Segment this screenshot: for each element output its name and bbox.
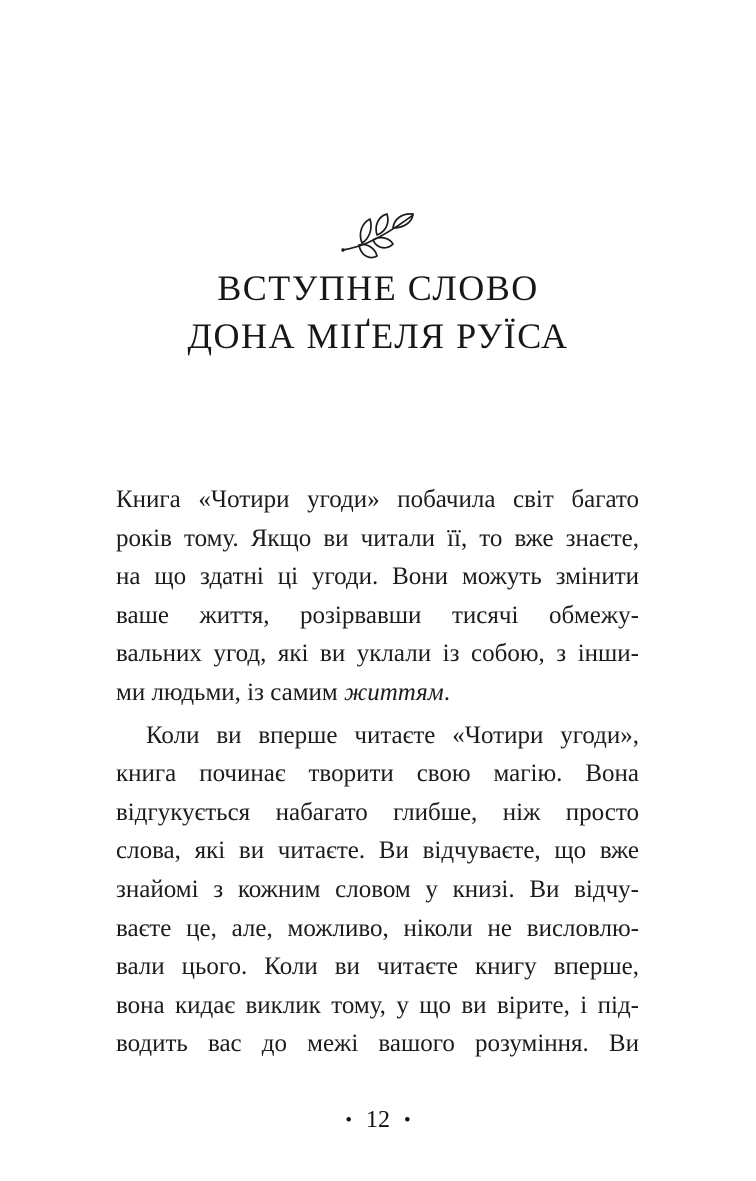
- footer-bullet-right: •: [404, 1109, 411, 1131]
- leaf-branch-icon: [339, 212, 417, 262]
- italic-text: життям: [344, 678, 444, 706]
- text-line: водить вас до межі вашого розуміння. Ви: [116, 1030, 639, 1058]
- text-line: Книга «Чотири угоди» побачила світ багато: [116, 486, 639, 513]
- paragraph-2: [116, 717, 639, 1064]
- page-number: 12: [366, 1107, 390, 1133]
- text-line: [116, 674, 639, 713]
- text-line: книга починає творити свою магію. Вона: [116, 760, 639, 788]
- text-line: ваше життя, розірвавши тисячі обмежу-: [116, 601, 639, 629]
- text-segment: ми людьми, із самим: [116, 678, 344, 706]
- text-line: вальних угод, які ви уклали із собою, з інши-: [116, 640, 639, 668]
- text-line: відгукується набагато глибше, ніж просто: [116, 798, 639, 826]
- body-text: [116, 481, 639, 1064]
- chapter-title: [0, 264, 756, 360]
- text-line: років тому. Якщо ви читали її, то вже знаєте,: [116, 524, 639, 552]
- text-line: Коли ви вперше читаєте «Чотири угоди»,: [146, 721, 639, 749]
- text-line: вали цього. Коли ви читаєте книгу вперше,: [116, 953, 639, 981]
- page-footer: [0, 1107, 756, 1133]
- footer-bullet-left: •: [345, 1109, 352, 1131]
- leaf-branch-ornament: [0, 212, 756, 262]
- text-segment: .: [443, 678, 450, 706]
- text-line: ваєте це, але, можливо, ніколи не висловлю-: [116, 914, 639, 942]
- text-line: на що здатні ці угоди. Вони можуть змінити: [116, 563, 639, 591]
- chapter-title-line1: ВСТУПНЕ СЛОВО: [217, 268, 539, 308]
- text-line: слова, які ви читаєте. Ви відчуваєте, що вже: [116, 837, 639, 865]
- text-line: знайомі з кожним словом у книзі. Ви відчу-: [116, 875, 639, 903]
- chapter-title-line2: ДОНА МІҐЕЛЯ РУЇСА: [187, 316, 569, 356]
- text-line: вона кидає виклик тому, у що ви вірите, і під-: [116, 991, 639, 1019]
- paragraph-1: [116, 481, 639, 713]
